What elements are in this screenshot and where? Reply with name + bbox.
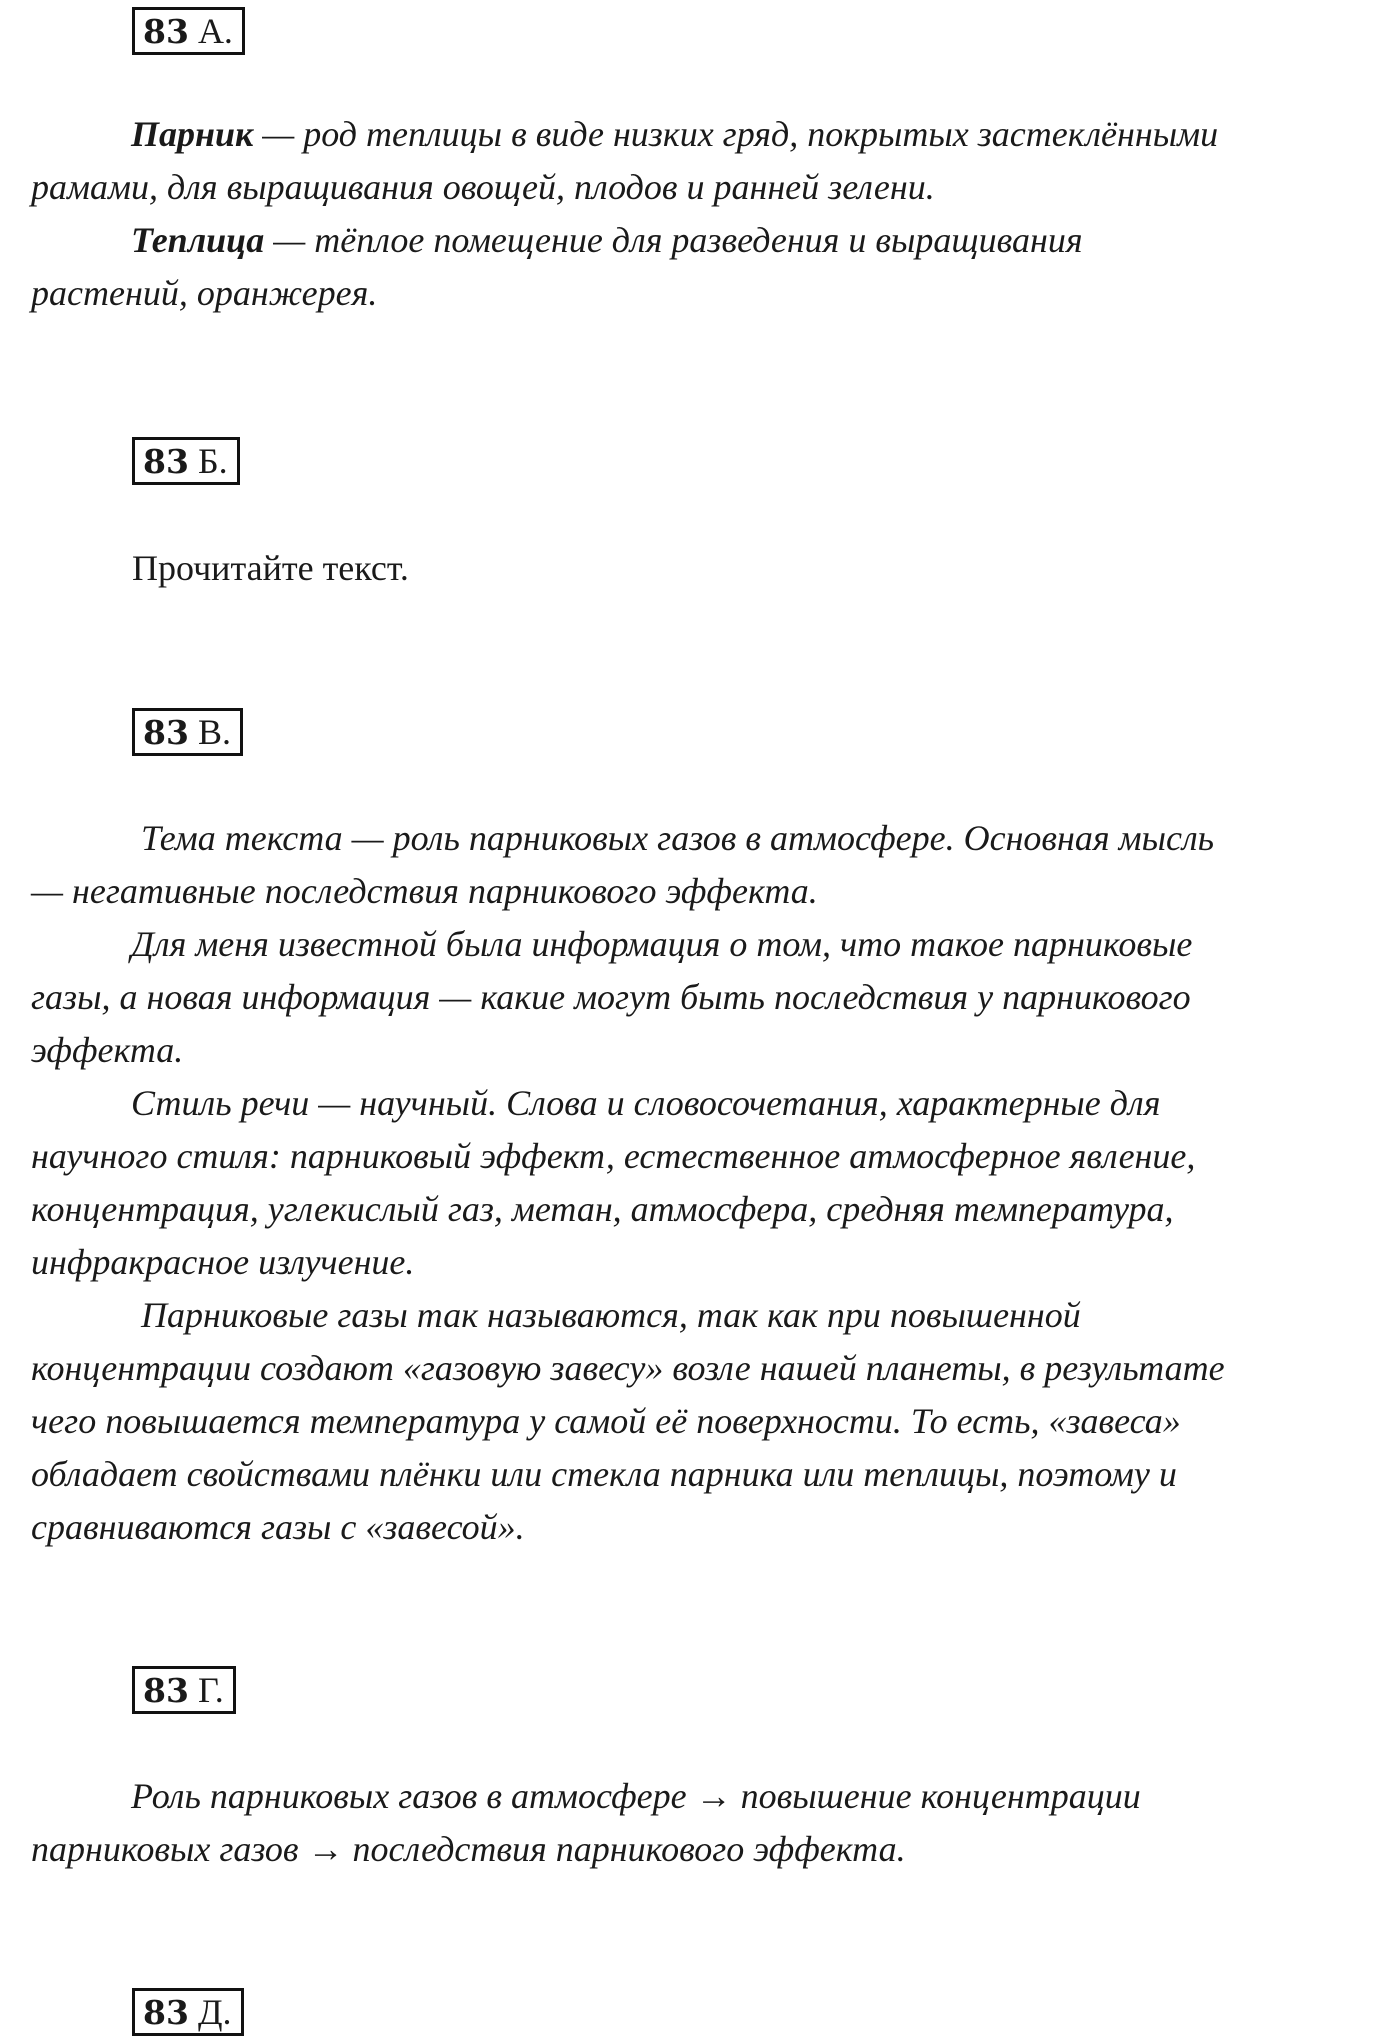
exercise-number: 83 (143, 713, 189, 752)
text-line (31, 108, 1381, 161)
text-line: концентрации создают «газовую завесу» возле нашей планеты, в результате (31, 1348, 1225, 1388)
text-line: газы, а новая информация — какие могут быть последствия у парникового (31, 977, 1191, 1017)
definition-text: — тёплое помещение для разведения и выращивания (264, 220, 1083, 260)
exercise-label-83d (132, 1988, 244, 2036)
text-line: Роль парниковых газов в атмосфере → повышение концентрации (131, 1776, 1141, 1816)
exercise-label-83g (132, 1666, 236, 1714)
text-line: Парниковые газы так называются, так как при повышенной (141, 1295, 1081, 1335)
definition-text: — род теплицы в виде низких гряд, покрытых застеклёнными (253, 114, 1219, 154)
text-line: Для меня известной была информация о том, что такое парниковые (131, 924, 1193, 964)
term-parnik: Парник (131, 114, 254, 154)
exercise-number: 83 (143, 1993, 189, 2032)
text-line: Тема текста — роль парниковых газов в атмосфере. Основная мысль (141, 818, 1215, 858)
text-line: эффекта. (31, 1030, 184, 1070)
text-line (31, 214, 1381, 267)
text-line: концентрация, углекислый газ, метан, атмосфера, средняя температура, (31, 1189, 1174, 1229)
exercise-number: 83 (143, 1671, 189, 1710)
exercise-letter: А. (197, 11, 233, 51)
exercise-number: 83 (143, 12, 189, 51)
text-line: научного стиля: парниковый эффект, естественное атмосферное явление, (31, 1136, 1196, 1176)
instruction-text: Прочитайте текст. (132, 548, 409, 588)
text-line: Стиль речи — научный. Слова и словосочетания, характерные для (131, 1083, 1161, 1123)
text-line: парниковых газов → последствия парникового эффекта. (31, 1829, 906, 1869)
text-line: — негативные последствия парникового эффекта. (31, 871, 818, 911)
exercise-letter: Г. (197, 1670, 224, 1710)
plan-paragraph (31, 1770, 1381, 1876)
exercise-label-83a (132, 7, 245, 55)
exercise-label-83v (132, 708, 243, 756)
analysis-paragraph (31, 812, 1381, 1554)
text-line: обладает свойствами плёнки или стекла парника или теплицы, поэтому и (31, 1454, 1177, 1494)
term-teplitsa: Теплица (131, 220, 265, 260)
exercise-letter: Д. (197, 1992, 232, 2032)
text-line: рамами, для выращивания овощей, плодов и ранней зелени. (31, 167, 935, 207)
text-line: чего повышается температура у самой её поверхности. То есть, «завеса» (31, 1401, 1181, 1441)
exercise-letter: Б. (197, 441, 228, 481)
definitions-paragraph (31, 108, 1381, 320)
exercise-number: 83 (143, 442, 189, 481)
exercise-letter: В. (197, 712, 231, 752)
text-line: растений, оранжерея. (31, 273, 378, 313)
text-line: инфракрасное излучение. (31, 1242, 415, 1282)
text-line: сравниваются газы с «завесой». (31, 1507, 525, 1547)
exercise-label-83b (132, 437, 240, 485)
